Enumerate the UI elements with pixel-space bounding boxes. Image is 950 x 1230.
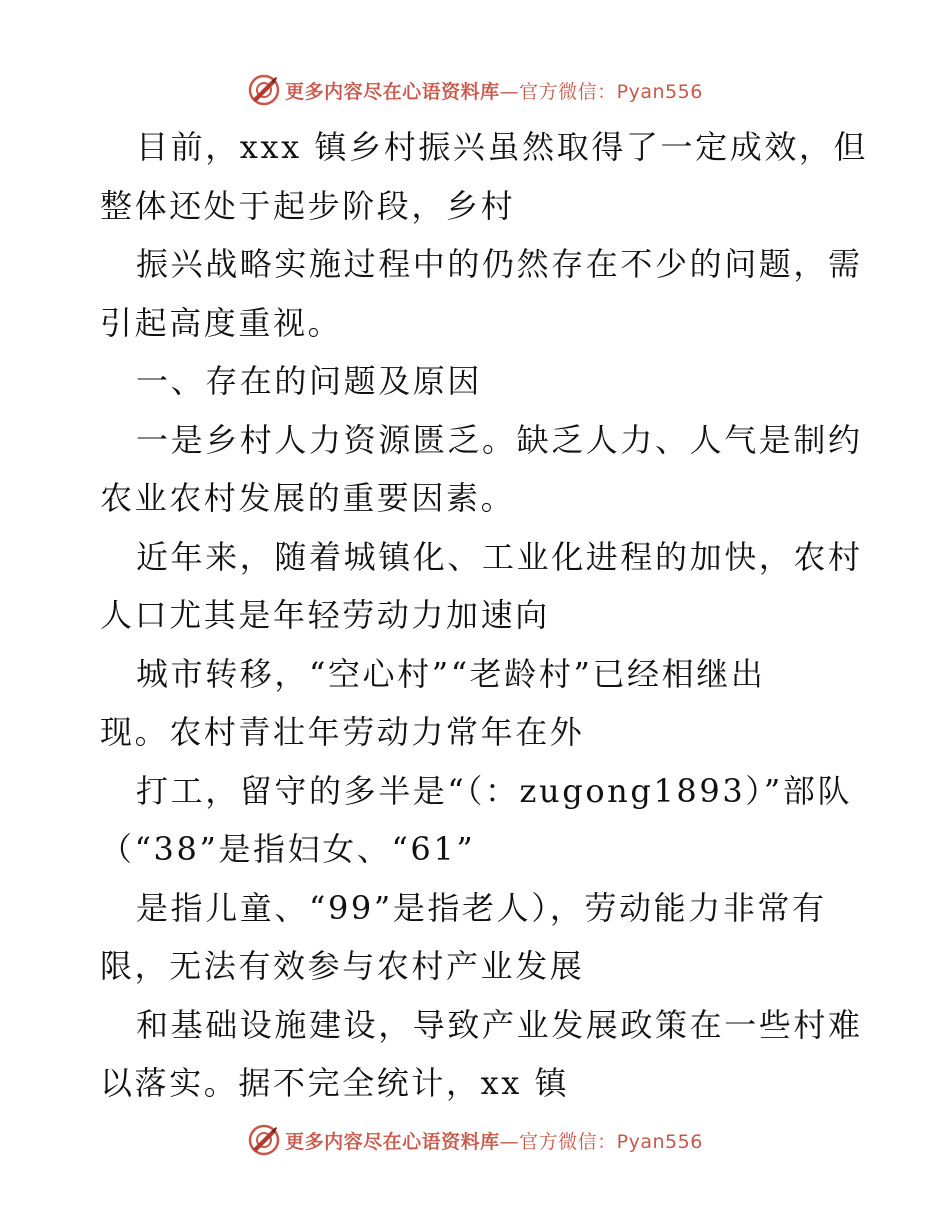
body-line: 一是乡村人力资源匮乏。缺乏人力、人气是制约 <box>136 420 863 459</box>
body-line: 整体还处于起步阶段，乡村 <box>100 186 516 225</box>
footer-watermark <box>0 1120 950 1160</box>
document-body <box>100 118 869 1113</box>
body-line: 和基础设施建设，导致产业发展政策在一些村难 <box>136 1005 863 1044</box>
watermark-wechat: 官方微信：Pyan556 <box>519 80 703 103</box>
watermark-dash: — <box>499 80 520 103</box>
body-line: 振兴战略实施过程中的仍然存在不少的问题，需 <box>136 245 863 283</box>
body-line: 限，无法有效参与农村产业发展 <box>100 947 585 985</box>
logo-icon <box>247 1123 281 1157</box>
watermark-wechat: 官方微信：Pyan556 <box>519 1130 703 1153</box>
body-line: 现。农村青壮年劳动力常年在外 <box>100 713 585 751</box>
logo-icon <box>247 73 281 107</box>
body-line: 是指儿童、“99”是指老人），劳动能力非常有 <box>136 888 827 927</box>
watermark-dash: — <box>499 1130 520 1153</box>
body-line: 以落实。据不完全统计，xx 镇 <box>100 1064 570 1102</box>
watermark-text <box>285 1127 703 1154</box>
body-line: 人口尤其是年轻劳动力加速向 <box>100 596 550 634</box>
body-line: 打工，留守的多半是“（：zugong1893）”部队 <box>136 771 853 810</box>
section-heading: 一、存在的问题及原因 <box>136 362 483 400</box>
body-line: 近年来，随着城镇化、工业化进程的加快，农村 <box>136 537 863 576</box>
watermark-text <box>285 77 703 104</box>
body-line: 城市转移，“空心村”“老龄村”已经相继出 <box>136 654 766 693</box>
body-line: 目前，xxx 镇乡村振兴虽然取得了一定成效，但 <box>136 128 869 166</box>
body-line: 农业农村发展的重要因素。 <box>100 479 516 517</box>
body-line: 引起高度重视。 <box>100 303 343 342</box>
body-line: （“38”是指妇女、“61” <box>100 830 476 868</box>
watermark-site: 更多内容尽在心语资料库 <box>285 1130 500 1153</box>
watermark-site: 更多内容尽在心语资料库 <box>285 80 500 103</box>
header-watermark <box>0 70 950 110</box>
